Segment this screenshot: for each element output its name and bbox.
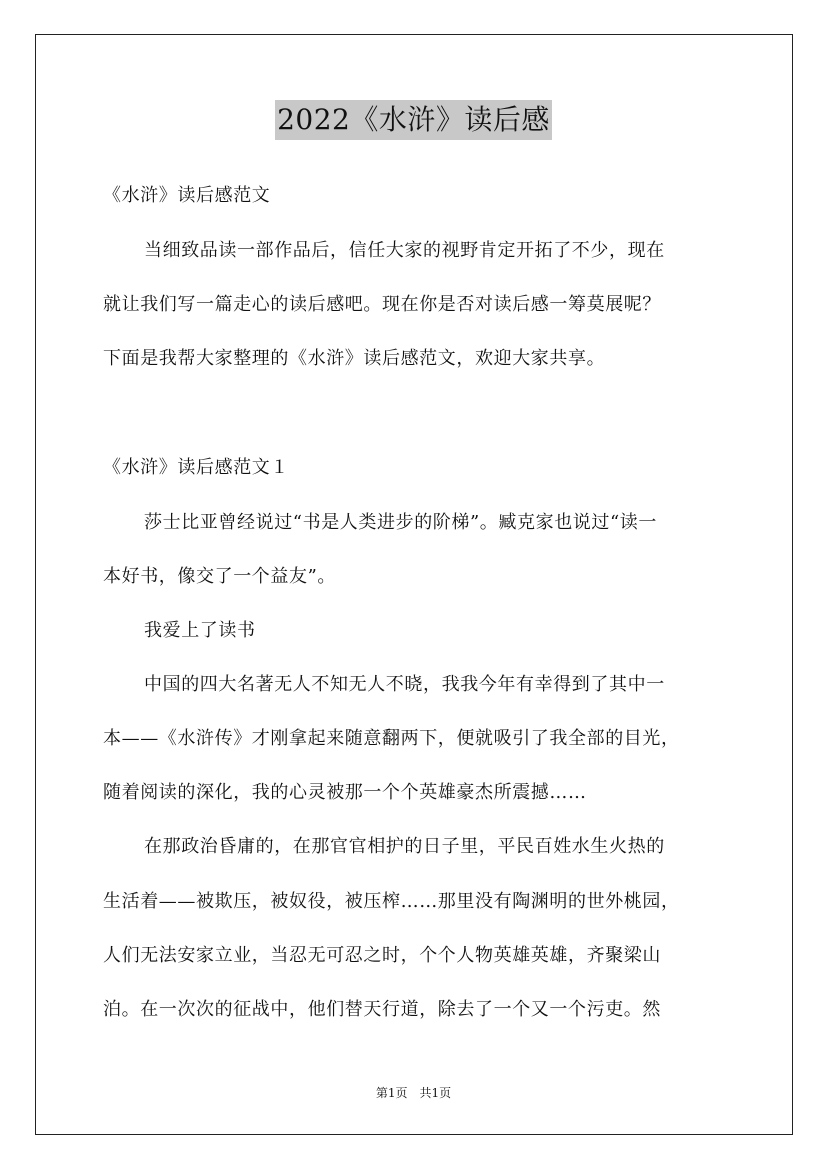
paragraph-line: 下面是我帮大家整理的《水浒》读后感范文，欢迎大家共享。 bbox=[103, 348, 606, 369]
paragraph-line: 本——《水浒传》才刚拿起来随意翻两下，便就吸引了我全部的目光， bbox=[103, 728, 680, 749]
paragraph-line: 莎士比亚曾经说过“书是人类进步的阶梯”。臧克家也说过“读一 bbox=[144, 512, 658, 533]
paragraph-line: 当细致品读一部作品后，信任大家的视野肯定开拓了不少，现在 bbox=[144, 240, 665, 261]
section-heading: 《水浒》读后感范文 bbox=[103, 185, 271, 206]
paragraph-line: 生活着——被欺压，被奴役，被压榨……那里没有陶渊明的世外桃园， bbox=[103, 891, 680, 912]
paragraph-line: 中国的四大名著无人不知无人不晓，我我今年有幸得到了其中一 bbox=[144, 674, 665, 695]
paragraph-line: 随着阅读的深化，我的心灵被那一个个英雄豪杰所震撼…… bbox=[103, 782, 587, 803]
section-heading: 《水浒》读后感范文１ bbox=[103, 457, 289, 478]
page-footer: 第1页 共1页 bbox=[375, 1086, 452, 1100]
paragraph-line: 就让我们写一篇走心的读后感吧。现在你是否对读后感一筹莫展呢？ bbox=[103, 294, 661, 315]
document-title: 2022《水浒》读后感 bbox=[275, 100, 552, 140]
paragraph-line: 本好书，像交了一个益友”。 bbox=[103, 566, 337, 587]
paragraph-line: 在那政治昏庸的，在那官官相护的日子里，平民百姓水生火热的 bbox=[144, 836, 665, 857]
title-container bbox=[0, 100, 827, 140]
paragraph-line: 我爱上了读书 bbox=[144, 620, 256, 641]
paragraph-line: 人们无法安家立业，当忍无可忍之时，个个人物英雄英雄，齐聚梁山 bbox=[103, 945, 661, 966]
paragraph-line: 泊。在一次次的征战中，他们替天行道，除去了一个又一个污吏。然 bbox=[103, 999, 661, 1020]
